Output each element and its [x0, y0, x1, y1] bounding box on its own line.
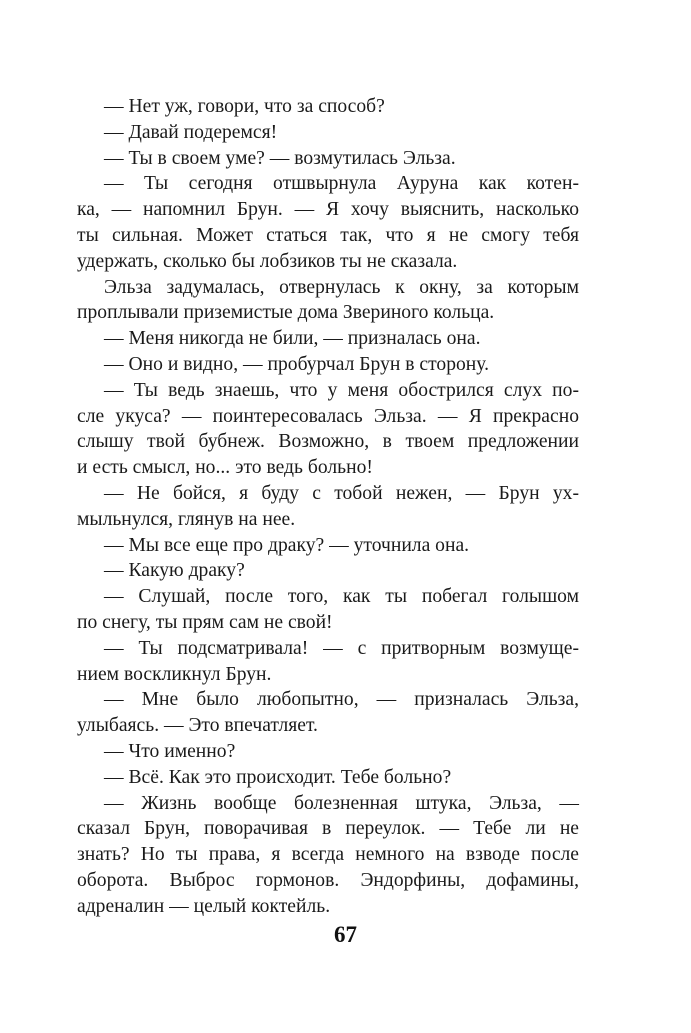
text-line: проплывали приземистые дома Звериного кольца.: [77, 302, 495, 324]
text-line: — Жизнь вообще болезненная штука, Эльза, —: [104, 792, 579, 814]
text-line: улыбаясь. — Это впечатляет.: [77, 715, 318, 737]
text-line: ты сильная. Может статься так, что я не смогу тебя: [77, 224, 579, 246]
text-line: Эльза задумалась, отвернулась к окну, за которым: [104, 276, 579, 298]
paragraph: [77, 171, 579, 274]
text-line: — Не бойся, я буду с тобой нежен, — Брун ух-: [104, 482, 579, 504]
paragraph: [77, 94, 579, 120]
text-line: — Нет уж, говори, что за способ?: [104, 96, 385, 117]
text-line: — Мы все еще про драку? — уточнила она.: [104, 534, 470, 556]
paragraph: [77, 765, 579, 791]
text-line: сказал Брун, поворачивая в переулок. — Тебе ли не: [77, 818, 579, 840]
page-text: [77, 94, 579, 920]
text-line: — Всё. Как это происходит. Тебе больно?: [104, 766, 452, 788]
text-line: — Ты сегодня отшвырнула Ауруна как котен-: [104, 173, 579, 195]
text-line: — Мне было любопытно, — призналась Эльза,: [104, 689, 579, 711]
text-line: сле укуса? — поинтересовалась Эльза. — Я прекрасно: [77, 405, 579, 427]
paragraph: [77, 791, 579, 920]
text-line: удержать, сколько бы лобзиков ты не сказала.: [77, 250, 458, 272]
paragraph: [77, 146, 579, 172]
text-line: оборота. Выброс гормонов. Эндорфины, дофамины,: [77, 869, 579, 891]
text-line: — Оно и видно, — пробурчал Брун в сторону.: [104, 353, 490, 375]
text-line: мыльнулся, глянув на нее.: [77, 508, 296, 530]
paragraph: [77, 326, 579, 352]
text-line: — Меня никогда не били, — призналась она.: [104, 328, 481, 350]
text-line: знать? Но ты права, я всегда немного на взводе после: [77, 844, 579, 866]
text-line: по снегу, ты прям сам не свой!: [77, 611, 333, 633]
text-line: — Ты подсматривала! — с притворным возмуще-: [104, 637, 579, 659]
text-line: — Ты в своем уме? — возмутилась Эльза.: [104, 147, 456, 169]
text-line: слышу твой бубнеж. Возможно, в твоем предложении: [77, 431, 579, 453]
paragraph: [77, 739, 579, 765]
text-line: — Давай подеремся!: [104, 121, 278, 143]
paragraph: [77, 120, 579, 146]
page-number: 67: [334, 922, 357, 947]
text-line: — Какую драку?: [104, 560, 245, 582]
paragraph: [77, 481, 579, 533]
text-line: ка, — напомнил Брун. — Я хочу выяснить, насколько: [77, 199, 579, 221]
text-line: — Слушай, после того, как ты побегал голышом: [104, 586, 579, 608]
paragraph: [77, 584, 579, 636]
text-line: — Что именно?: [104, 740, 236, 762]
text-line: — Ты ведь знаешь, что у меня обострился слух по-: [104, 379, 579, 401]
paragraph: [77, 687, 579, 739]
paragraph: [77, 378, 579, 481]
paragraph: [77, 275, 579, 327]
paragraph: [77, 636, 579, 688]
text-line: нием воскликнул Брун.: [77, 663, 272, 685]
paragraph: [77, 533, 579, 559]
text-line: адреналин — целый коктейль.: [77, 895, 331, 917]
paragraph: [77, 558, 579, 584]
text-line: и есть смысл, но... это ведь больно!: [77, 457, 373, 479]
paragraph: [77, 352, 579, 378]
